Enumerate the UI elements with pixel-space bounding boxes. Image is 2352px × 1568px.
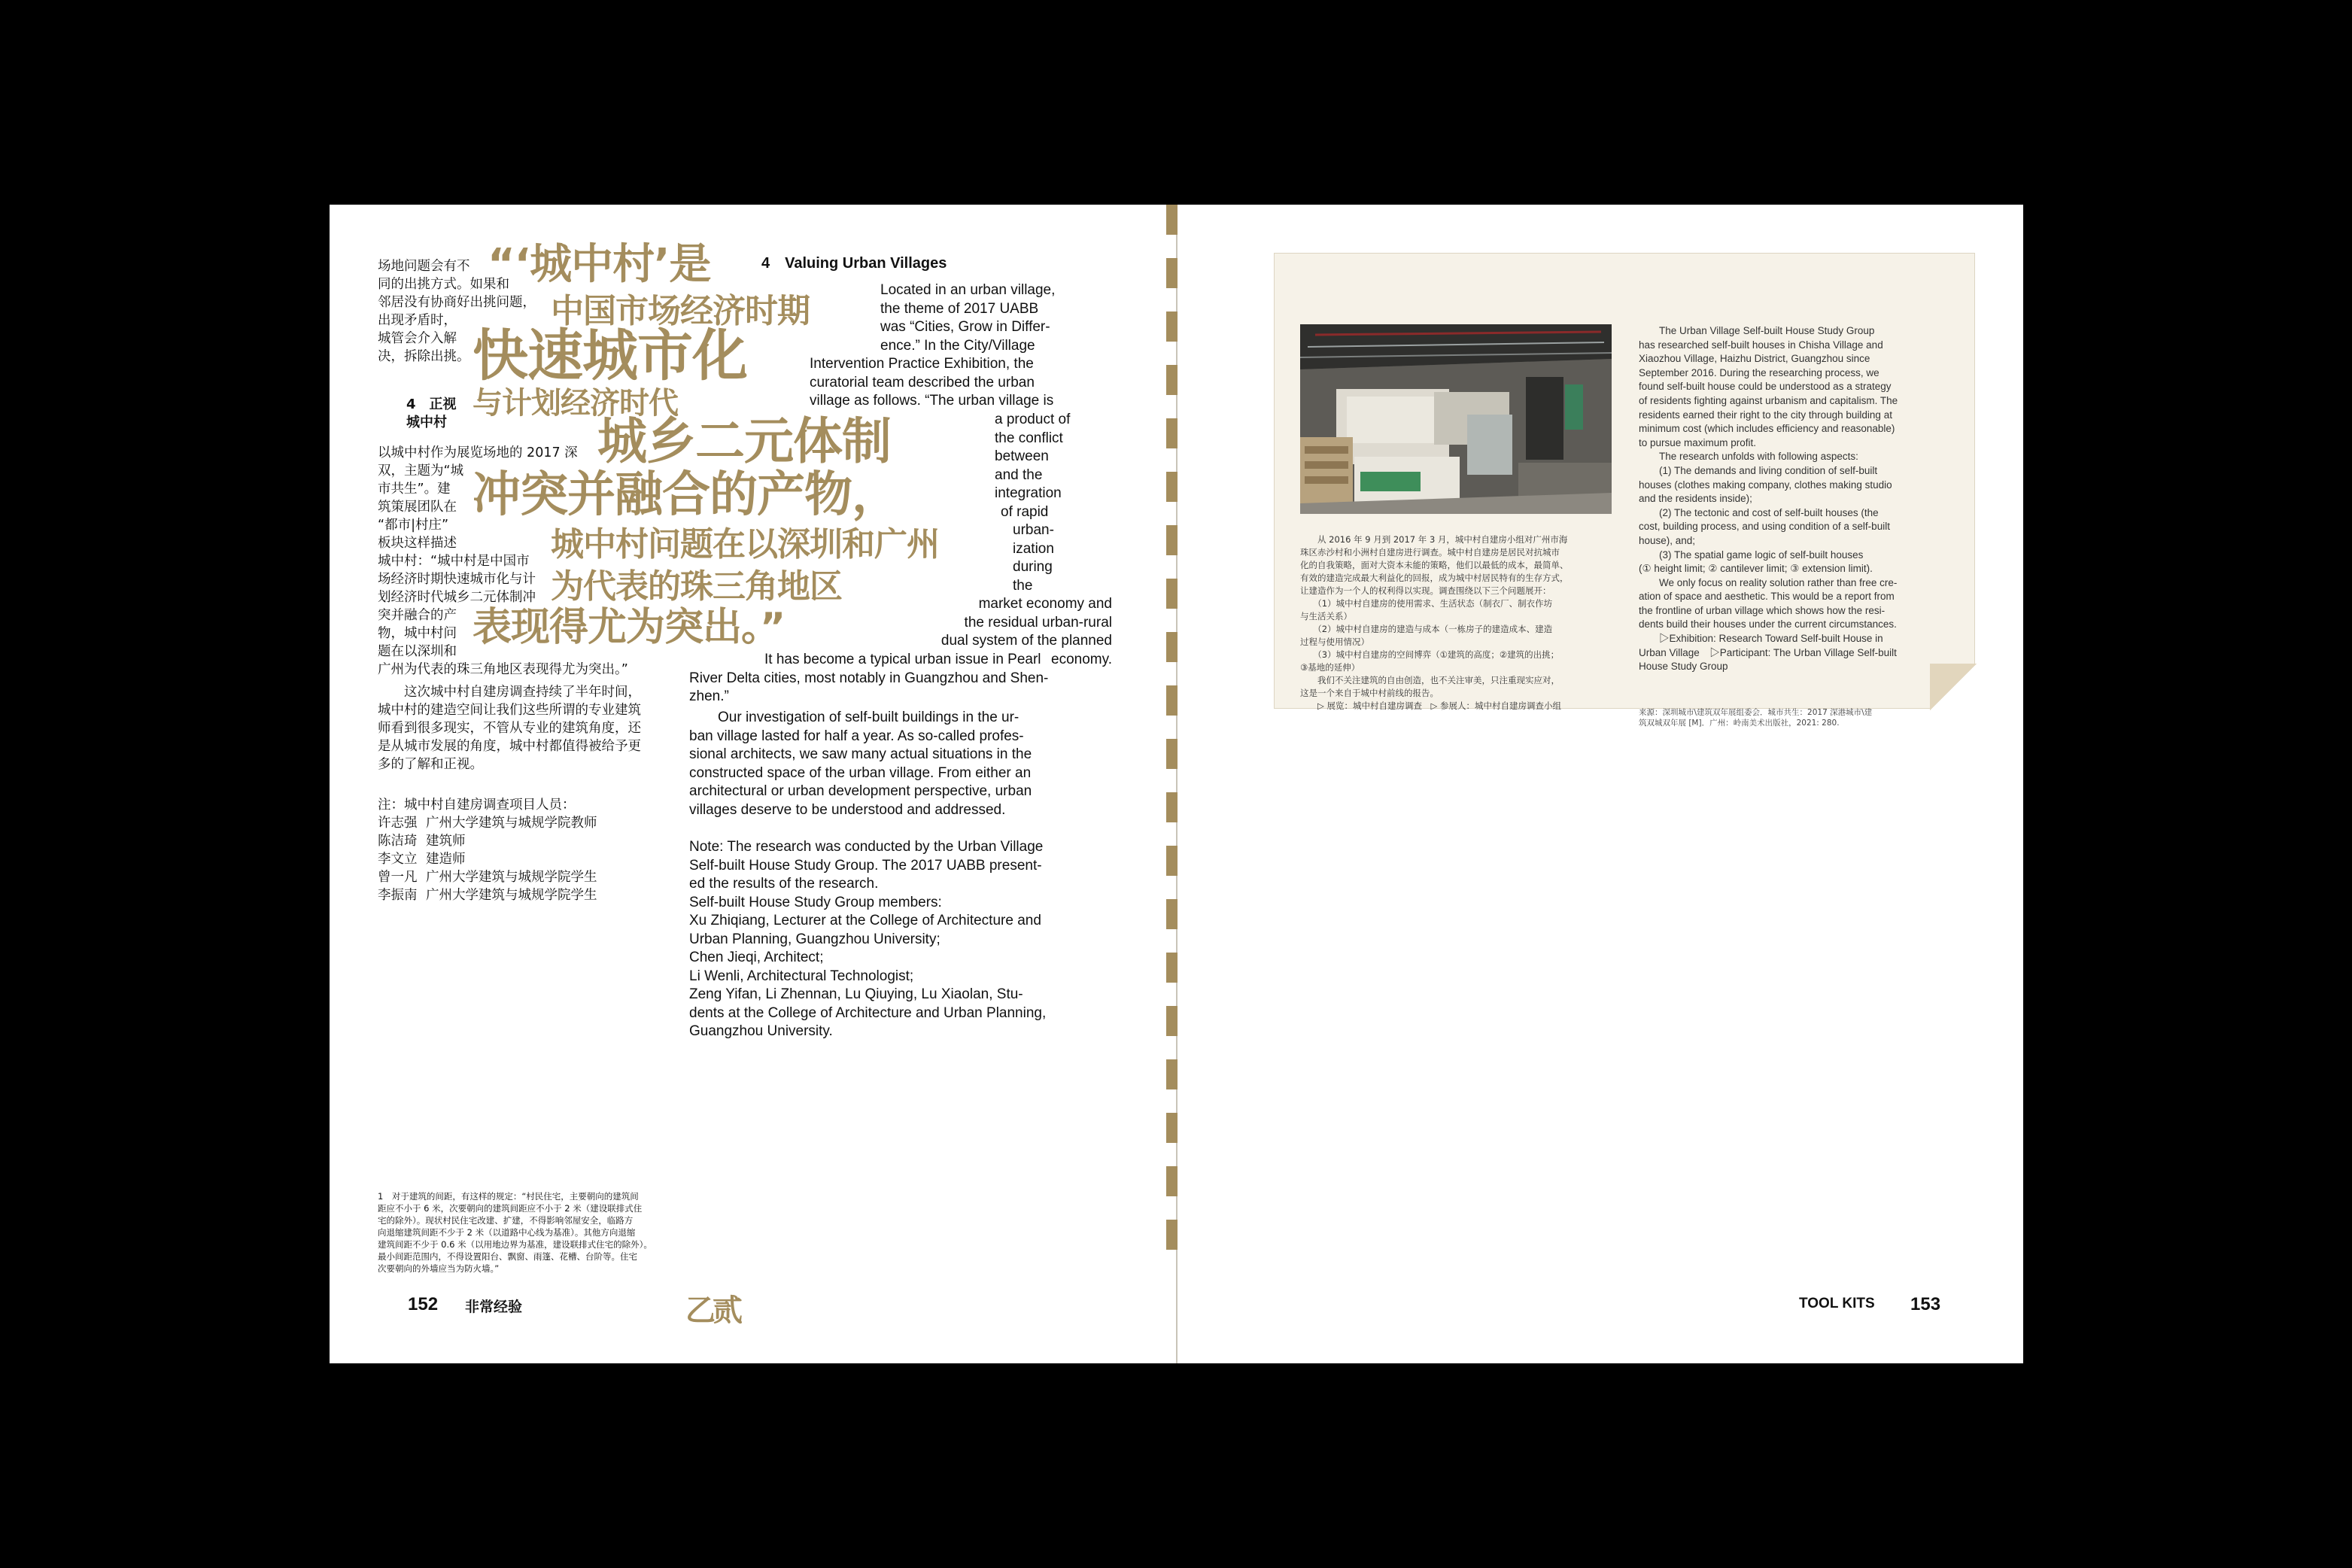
exhibition-note-en: The Urban Village Self-built House Study Group has researched self-built houses in Chisha Village and Xiaozhou Village, Haizhu District, Guangzhou since September 2016. During the researching process, we found self-built house could be understood as a strategy of residents fighting against urbanism and capitalism. The residents earned their right to the city through building at minimum cost (which includes efficiency and reasonable) to pursue maximum profit. The research unfolds with following aspects: (1) The demands and living condition of self-built houses (clothes making company, clothes making studio and the residents inside); (2) The tectonic and cost of self-built houses (the cost, building process, and using condition of a self-built house), and; (3) The spatial game logic of self-built houses (① height limit; ② cantilever limit; ③ extension limit). We only focus on reality solution rather than free cre- ation of space and aesthetic. This would be a report from the frontline of urban village which shows how the resi- dents build their houses under the current circumstances. ▷Exhibition: Research Toward Self-built House in Urban Village ▷Participant: The Urban Village Self-built House Study Group — [1639, 325, 1898, 673]
en-body-tail: market economy and the residual urban-rural dual system of the planned economy. — [940, 596, 1112, 667]
pull-quote-line-7: 城中村问题在以深圳和广州 — [551, 525, 939, 564]
en-body-2: It has become a typical urban issue in Pearl River Delta cities, most notably in Guangzhou and Shen- zhen.” — [689, 652, 1049, 704]
pull-quote-line-8: 为代表的珠三角地区 — [551, 567, 842, 606]
running-head: 非常经验 — [465, 1299, 523, 1315]
left-page — [330, 205, 1176, 1363]
en-body-3: Our investigation of self-built buildings in the ur- ban village lasted for half a year. As so-called profes- sional architects, we saw many actual situations in the constructed space of the urban village. From either an architectural or urban development perspective, urban villages deserve to be understood and addressed. — [689, 710, 1032, 818]
member-row: 陈洁琦 建筑师 — [378, 834, 466, 849]
body-text-zh-2: 这次城中村自建房调查持续了半年时间， 城中村的建造空间让我们这些所谓的专业建筑 师看到很多现实，不管从专业的建筑角度，还 是从城市发展的角度，城中村都值得被给予更 多的了解和正视。 — [378, 685, 641, 772]
pull-quote-line-2: 中国市场经济时期 — [551, 292, 810, 330]
pull-quote-line-5: 城乡二元体制 — [597, 412, 891, 470]
pull-quote-line-6: 冲突并融合的产物， — [473, 467, 899, 523]
en-section-heading: 4 Valuing Urban Villages — [761, 255, 947, 272]
body-text-zh: 以城中村作为展览场地的 2017 深 双，主题为“城 市共生”。建 筑策展团队在 “都市|村庄” 板块这样描述 城中村：“城中村是中国市 场经济时期快速城市化与计 划经济时代城乡二元体制冲 突并融合的产 物，城中村问 题在以深圳和 广州为代表的珠三角地区表现得尤为突出。” — [378, 445, 628, 677]
member-row: 李文立 建造师 — [378, 852, 466, 867]
source-citation: 来源：深圳城市\建筑双年展组委会．城市共生：2017 深港城市\建 筑双城双年展 [M]．广州：岭南美术出版社，2021: 280. — [1639, 708, 1873, 728]
pull-quote-line-9: 表现得尤为突出。” — [473, 605, 786, 650]
page-number: 153 — [1910, 1294, 1941, 1314]
right-page — [1178, 205, 2023, 1363]
en-body-narrow: a product of the conflict between and the integration of rapid urban- ization during the — [995, 412, 1071, 594]
page-number: 152 — [408, 1294, 439, 1314]
running-head: TOOL KITS — [1799, 1296, 1875, 1311]
pull-quote-line-4: 与计划经济时代 — [473, 386, 678, 421]
member-row: 许志强 广州大学建筑与城规学院教师 — [378, 816, 597, 831]
intro-text-zh: 场地问题会有不 同的出挑方式。如果和 邻居没有协商好出挑问题， 出现矛盾时， 城管会介入解 决，拆除出挑。 — [378, 259, 536, 364]
pull-quote-line-3: 快速城市化 — [473, 324, 747, 388]
exhibition-note-card — [1274, 253, 1975, 728]
en-note: Note: The research was conducted by the Urban Village Self-built House Study Group. The 2017 UABB present- ed the results of the research. Self-built House Study Group members: Xu Zhiqiang, Lecturer at the College of Architecture and Urban Planning, Guangzhou University; Chen Jieqi, Architect; Li Wenli, Architectural Technologist; Zeng Yifan, Li Zhennan, Lu Qiuying, Lu Xiaolan, Stu- dents at the College of Architecture and Urban Planning, Guangzhou University. — [689, 839, 1047, 1039]
member-row: 李振南 广州大学建筑与城规学院学生 — [378, 888, 597, 903]
exhibition-photo — [1300, 324, 1612, 514]
members-note-zh: 注：城中村自建房调查项目人员： 许志强 广州大学建筑与城规学院教师 陈洁琦 建筑师 李文立 建造师 曾一凡 广州大学建筑与城规学院学生 李振南 广州大学建筑与城规学院学生 — [378, 796, 671, 904]
pull-quote-line-1: “‘城中村’是 — [488, 240, 711, 289]
footnote-zh: 1 对于建筑的间距，有这样的规定：“村民住宅，主要朝向的建筑间 距应不小于 6 米，次要朝向的建筑间距应不小于 2 米（建设联排式住 宅的除外）。现状村民住宅改建、扩建，不得影响邻屋安全，临路方 向退缩建筑间距不少于 2 米（以道路中心线为基准）。其他方向退缩 建筑间距不少于 0.6 米（以用地边界为基准，建设联排式住宅的除外）。 最小间距范围内，不得设置阳台、飘窗、雨篷、花槽、台阶等。住宅 次要朝向的外墙应当为防火墙。” — [378, 1191, 652, 1274]
logo: 乙贰 — [685, 1293, 740, 1328]
exhibition-note-zh: 从 2016 年 9 月到 2017 年 3 月，城中村自建房小组对广州市海 珠区赤沙村和小洲村自建房进行调查。城中村自建房是居民对抗城市 化的自我策略，面对大资本未能的策略，他们以最低的成本，最简单、 有效的建造完成最大利益化的回报，成为城中村居民特有的生存方式， 让建造作为一个人的权利得以实现。调查围绕以下三个问题展开： （1）城中村自建房的使用需求、生活状态（制衣厂、制衣作坊 与生活关系） （2）城中村自建房的建造与成本（一栋房子的建造成本、建造 过程与使用情况） （3）城中村自建房的空间博弈（①建筑的高度；②建筑的出挑； ③基地的延伸） 我们不关注建筑的自由创造，也不关注审美，只注重现实应对， 这是一个来自于城中村前线的报告。 ▷ 展览：城中村自建房调查 ▷ 参展人：城中村自建房调查小组 — [1300, 534, 1569, 711]
exhibition-photo-image — [1300, 324, 1612, 514]
member-row: 曾一凡 广州大学建筑与城规学院学生 — [378, 870, 597, 885]
en-body-intro: Located in an urban village, the theme of 2017 UABB was “Cities, Grow in Differ- ence.” In the City/Village — [880, 282, 1056, 354]
en-body-intro-2: Intervention Practice Exhibition, the curatorial team described the urban village as follows. “The urban village is — [810, 356, 1054, 409]
section-heading-zh: 4 正视 城中村 — [406, 397, 457, 430]
page-curl-corner — [1930, 664, 1977, 710]
